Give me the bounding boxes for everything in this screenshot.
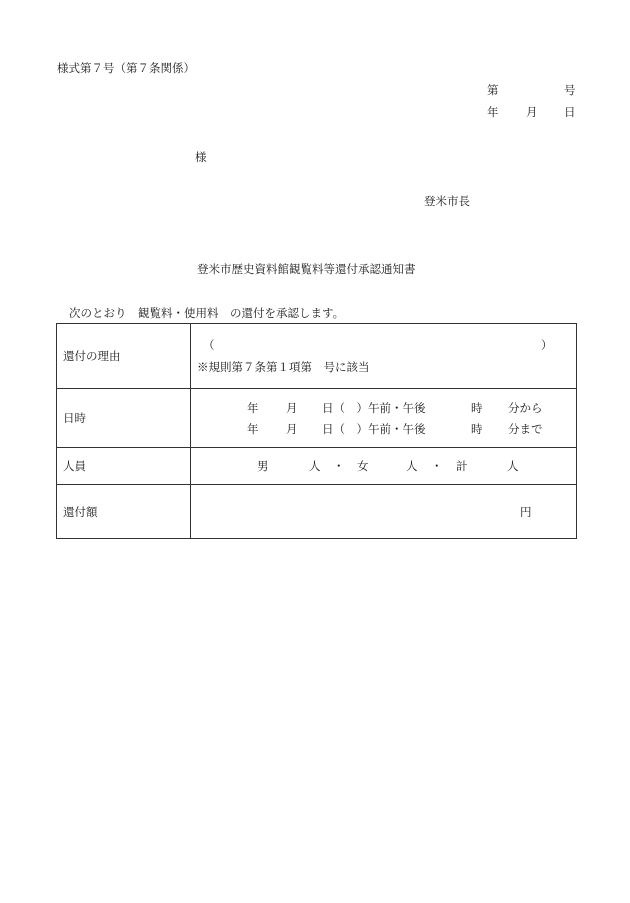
reason-rule: ※規則第７条第１項第 号に該当	[197, 360, 370, 374]
date-year: 年	[487, 105, 499, 119]
people-total: 計	[456, 459, 468, 473]
people-male: 男	[257, 459, 269, 473]
document-title: 登米市歴史資料館観覧料等還付承認通知書	[197, 262, 416, 276]
row-datetime	[57, 389, 577, 448]
people-female: 女	[357, 459, 369, 473]
dt1-day: 日（ ）午前・午後	[322, 401, 426, 415]
addressee-suffix: 様	[195, 150, 207, 164]
issuer: 登米市長	[424, 194, 470, 208]
form-number: 様式第７号（第７条関係）	[57, 61, 195, 75]
dt1-year: 年	[247, 401, 259, 415]
people-female-unit: 人	[406, 459, 418, 473]
reason-label: 還付の理由	[57, 324, 191, 389]
people-total-unit: 人	[507, 459, 519, 473]
dt1-hour: 時	[471, 401, 483, 415]
dt2-month: 月	[286, 422, 298, 436]
people-dot-2: ・	[431, 459, 443, 473]
people-male-unit: 人	[309, 459, 321, 473]
intro-text: 次のとおり 観覧料・使用料 の還付を承認します。	[69, 306, 345, 320]
datetime-label: 日時	[57, 389, 191, 448]
dt2-year: 年	[247, 422, 259, 436]
dt2-end: 分まで	[508, 422, 543, 436]
refund-table	[56, 323, 577, 539]
row-amount	[57, 485, 577, 539]
dt1-month: 月	[286, 401, 298, 415]
amount-unit: 円	[520, 505, 532, 519]
date-day: 日	[564, 105, 576, 119]
reason-cell	[191, 324, 577, 389]
people-cell	[191, 448, 577, 485]
amount-label: 還付額	[57, 485, 191, 539]
people-label: 人員	[57, 448, 191, 485]
date-month: 月	[526, 105, 538, 119]
amount-cell	[191, 485, 577, 539]
row-people	[57, 448, 577, 485]
number-go: 号	[564, 83, 576, 97]
dt1-end: 分から	[508, 401, 543, 415]
reason-paren-open: （	[203, 338, 215, 352]
row-reason	[57, 324, 577, 389]
number-dai: 第	[487, 83, 499, 97]
datetime-cell	[191, 389, 577, 448]
people-dot-1: ・	[333, 459, 345, 473]
dt2-hour: 時	[471, 422, 483, 436]
dt2-day: 日（ ）午前・午後	[322, 422, 426, 436]
reason-paren-close: ）	[541, 338, 553, 352]
